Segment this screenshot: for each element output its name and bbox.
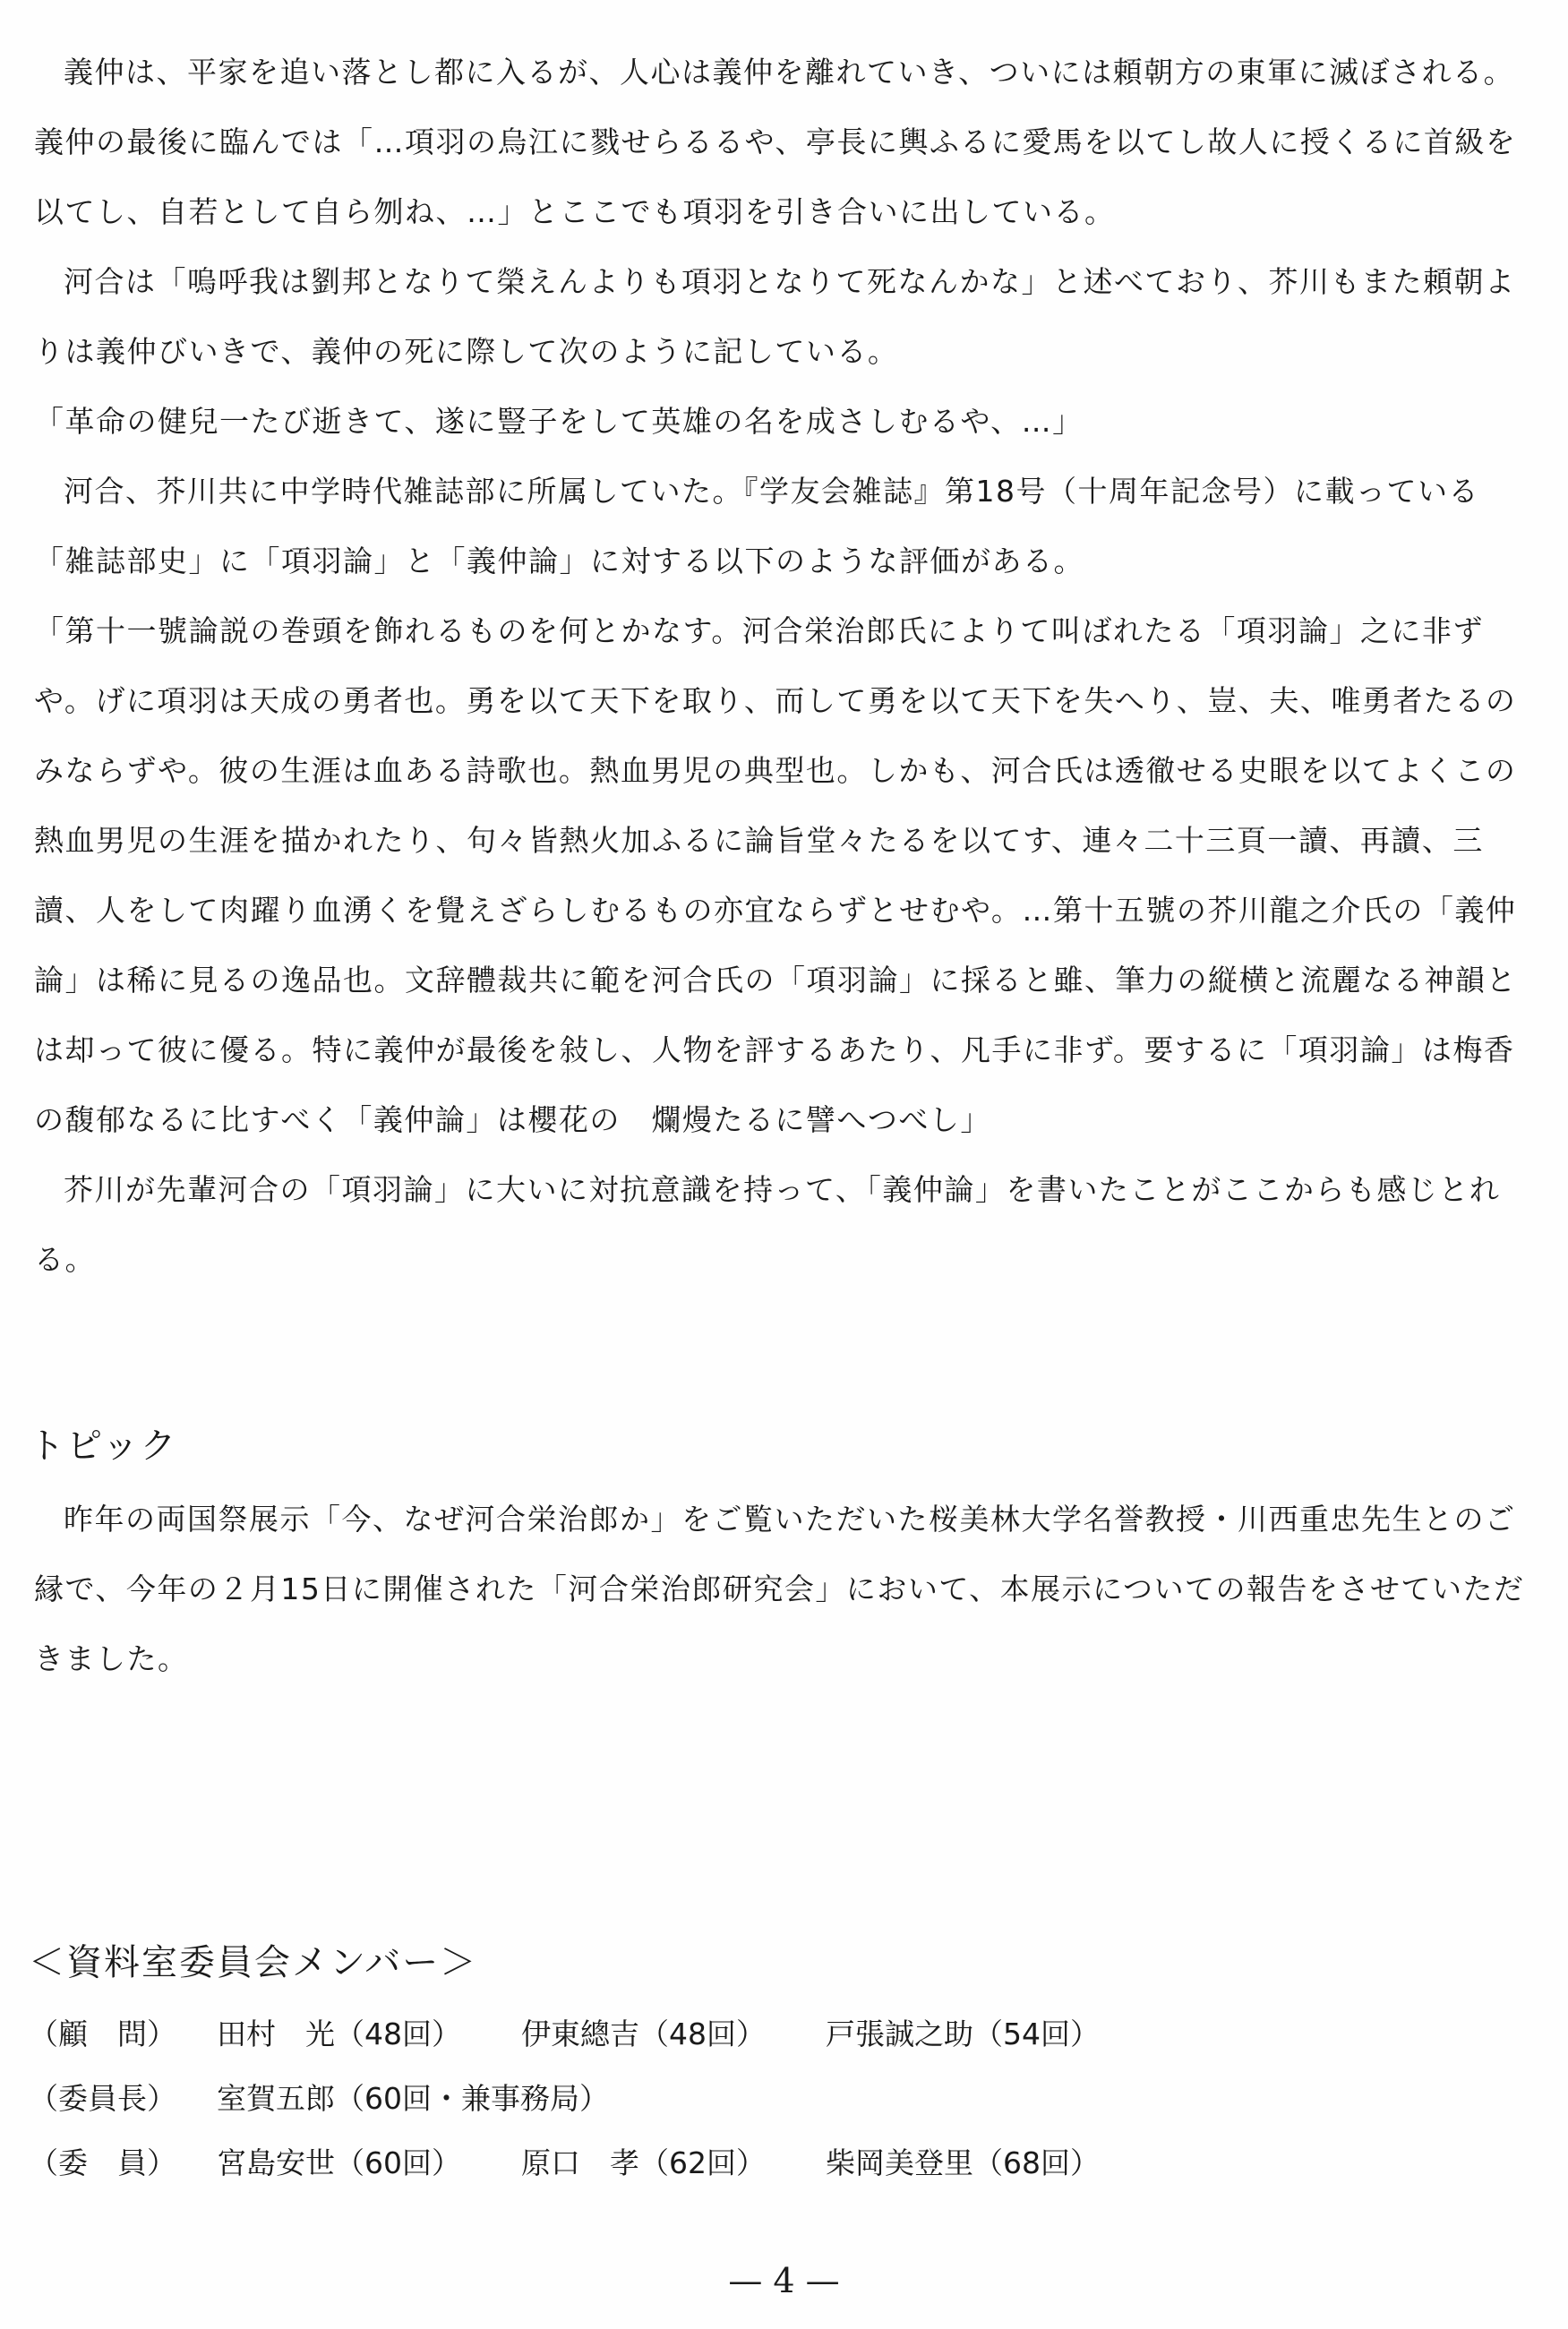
paragraph: 芥川が先輩河合の「項羽論」に大いに対抗意識を持って、「義仲論」を書いたことがここからも感じとれる。 xyxy=(34,1172,1501,1277)
members-table xyxy=(29,2002,1100,2196)
members-heading: ＜資料室委員会メンバー＞ xyxy=(29,1942,478,1983)
member-name: 原口 孝（62回） xyxy=(521,2145,766,2180)
topic-section xyxy=(34,1485,1529,1694)
article-body xyxy=(34,38,1529,1295)
topic-heading: トピック xyxy=(29,1426,178,1467)
member-role: （顧 問） xyxy=(29,2016,176,2051)
member-name: 宮島安世（60回） xyxy=(217,2145,461,2180)
member-name: 柴岡美登里（68回） xyxy=(826,2145,1100,2180)
member-row xyxy=(29,2002,1100,2067)
quote-paragraph: 「革命の健兒一たび逝きて、遂に豎子をして英雄の名を成さしむるや、…」 xyxy=(34,404,1084,439)
quote-paragraph: 「第十一號論説の巻頭を飾れるものを何とかなす。河合栄治郎氏によりて叫ばれたる「項羽論」之に非ずや。げに項羽は天成の勇者也。勇を以て天下を取り、而して勇を以て天下を失へり、豈、夫、唯勇者たるのみならずや。彼の生涯は血ある詩歌也。熱血男児の典型也。しかも、河合氏は透徹せる史眼を以てよくこの熱血男児の生涯を描かれたり、句々皆熱火加ふるに論旨堂々たるを以てす、連々二十三頁一讀、再讀、三讀、人をして肉躍り血湧くを覺えざらしむるもの亦宜ならずとせむや。…第十五號の芥川龍之介氏の「義仲論」は稀に見るの逸品也。文辞體裁共に範を河合氏の「項羽論」に採ると雖、筆力の縦横と流麗なる神韻とは却って彼に優る。特に義仲が最後を敍し、人物を評するあたり、凡手に非ず。要するに「項羽論」は梅香の馥郁なるに比すべく「義仲論」は櫻花の 爛熳たるに譬へつべし」 xyxy=(34,613,1517,1137)
member-name: 田村 光（48回） xyxy=(217,2016,461,2051)
member-name: 伊東總吉（48回） xyxy=(521,2016,766,2051)
member-role: （委員長） xyxy=(29,2081,176,2116)
page-number: — 4 — xyxy=(728,2261,840,2300)
paragraph: 河合、芥川共に中学時代雑誌部に所属していた。『学友会雑誌』第18号（十周年記念号）に載っている「雑誌部史」に「項羽論」と「義仲論」に対する以下のような評価がある。 xyxy=(34,474,1479,578)
paragraph: 義仲は、平家を追い落とし都に入るが、人心は義仲を離れていき、ついには頼朝方の東軍に滅ぼされる。義仲の最後に臨んでは「…項羽の烏江に戮せらるるや、亭長に輿ふるに愛馬を以てし故人に授くるに首級を以てし、自若として自ら刎ね、…」とここでも項羽を引き合いに出している。 xyxy=(34,55,1517,229)
member-name: 戸張誠之助（54回） xyxy=(826,2016,1100,2051)
member-role: （委 員） xyxy=(29,2145,176,2180)
paragraph: 河合は「嗚呼我は劉邦となりて榮えんよりも項羽となりて死なんかな」と述べており、芥川もまた頼朝よりは義仲びいきで、義仲の死に際して次のように記している。 xyxy=(34,264,1516,369)
member-name: 室賀五郎（60回・兼事務局） xyxy=(217,2081,609,2116)
member-row xyxy=(29,2131,1100,2196)
member-row xyxy=(29,2067,1100,2131)
topic-paragraph: 昨年の両国祭展示「今、なぜ河合栄治郎か」をご覧いただいた桜美林大学名誉教授・川西重忠先生とのご縁で、今年の２月15日に開催された「河合栄治郎研究会」において、本展示についての報告をさせていただきました。 xyxy=(34,1502,1525,1676)
